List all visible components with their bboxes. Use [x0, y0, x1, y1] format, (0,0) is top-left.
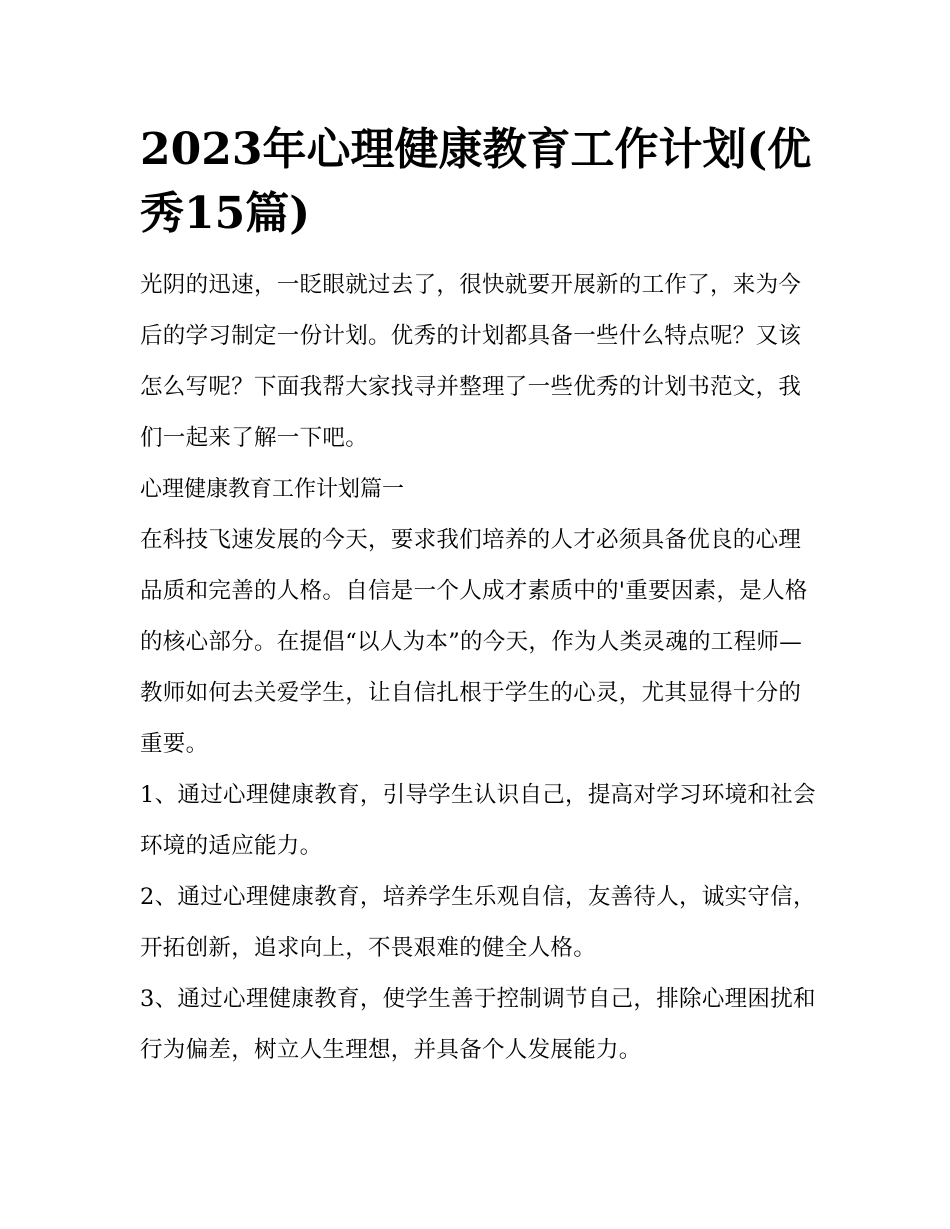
- body-paragraph: 在科技飞速发展的今天，要求我们培养的人才必须具备优良的心理品质和完善的人格。自信是一个人成才素质中的'重要因素，是人格的核心部分。在提倡“以人为本”的今天，作为人类灵魂的工程师—教师如何去关爱学生，让自信扎根于学生的心灵，尤其显得十分的重要。: [140, 527, 808, 757]
- section-heading: 心理健康教育工作计划篇一: [140, 477, 405, 502]
- intro-paragraph: 光阴的迅速，一眨眼就过去了，很快就要开展新的工作了，来为今后的学习制定一份计划。优秀的计划都具备一些什么特点呢？又该怎么写呢？下面我帮大家找寻并整理了一些优秀的计划书范文，我们一起来了解一下吧。: [140, 272, 802, 451]
- document-body: [140, 118, 820, 1076]
- document-title: 2023年心理健康教育工作计划(优秀15篇): [140, 124, 812, 239]
- list-item: 2、通过心理健康教育，培养学生乐观自信，友善待人，诚实守信，开拓创新，追求向上，不畏艰难的健全人格。: [140, 884, 816, 961]
- list-item: 1、通过心理健康教育，引导学生认识自己，提高对学习环境和社会环境的适应能力。: [140, 782, 816, 859]
- list-item: 3、通过心理健康教育，使学生善于控制调节自己，排除心理困扰和行为偏差，树立人生理想，并具备个人发展能力。: [140, 986, 816, 1063]
